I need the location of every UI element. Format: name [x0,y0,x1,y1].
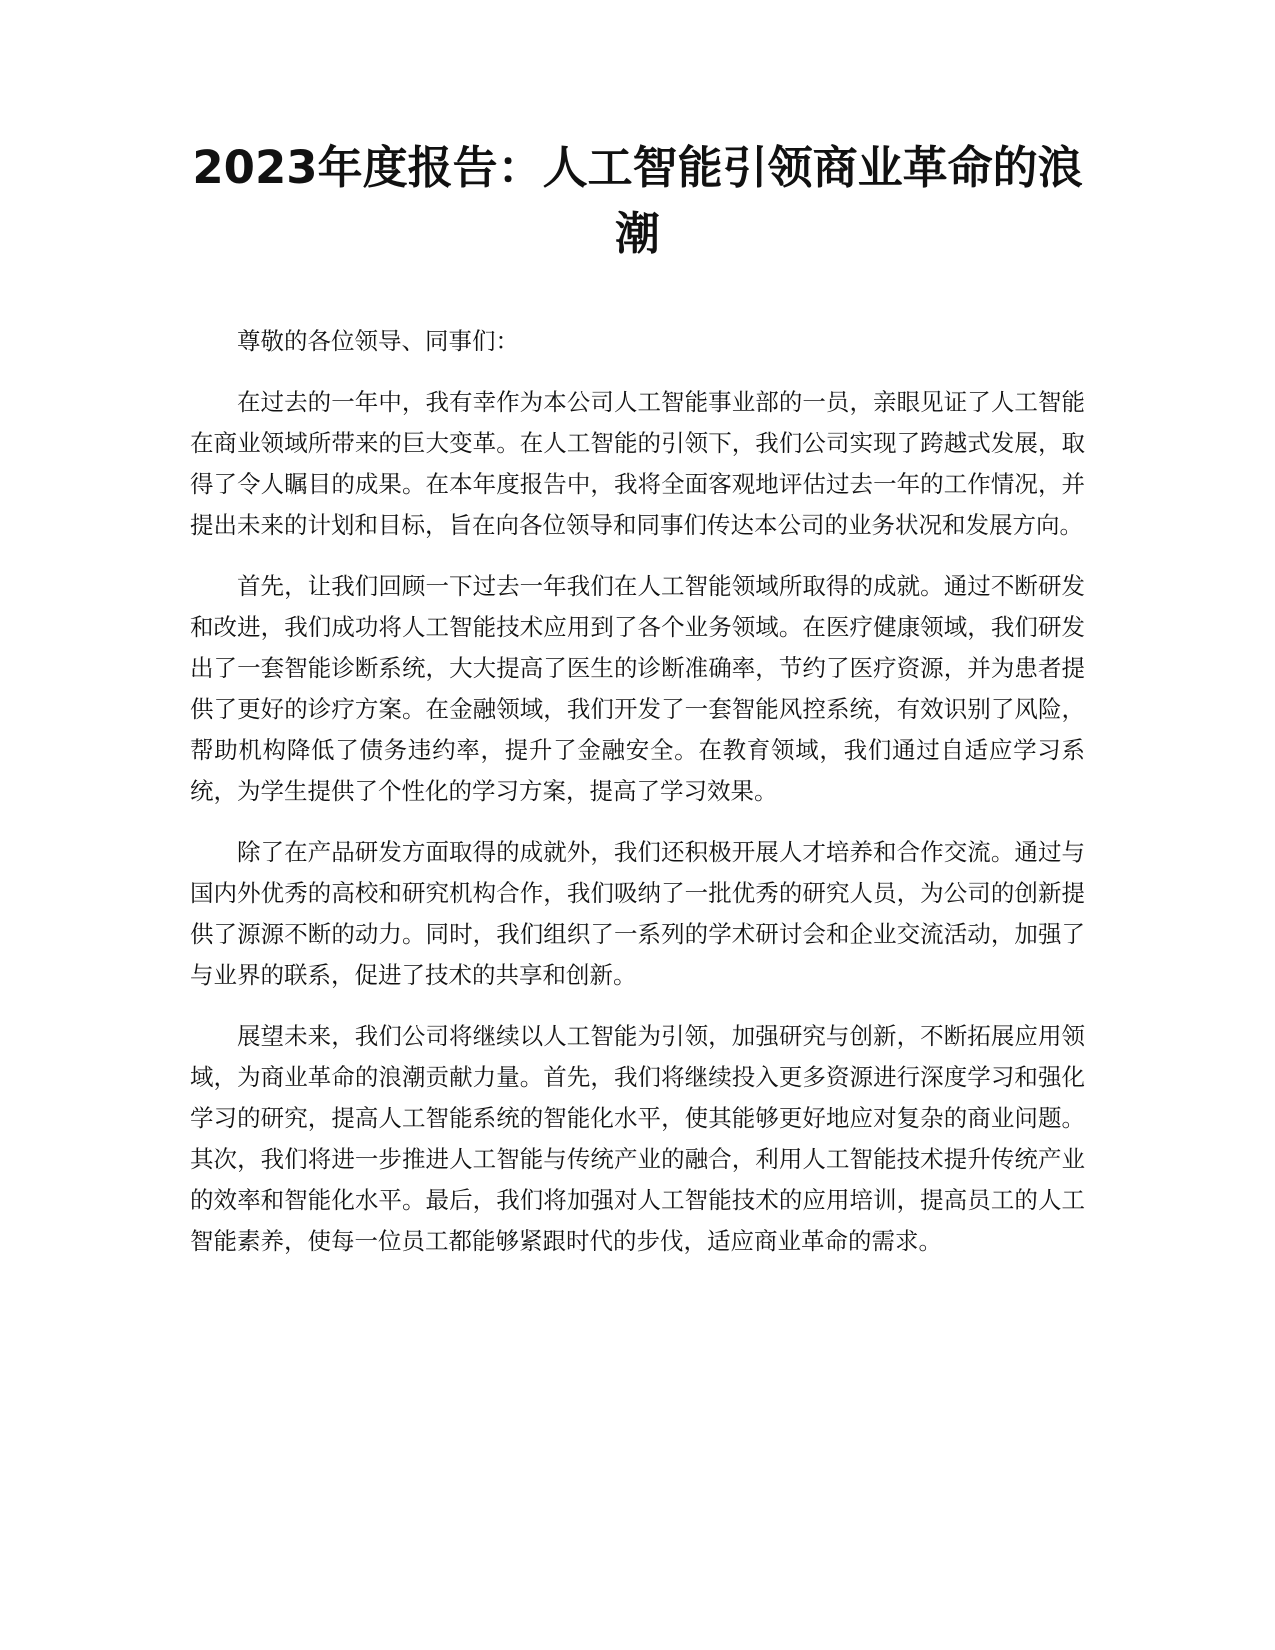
document-title: 2023年度报告：人工智能引领商业革命的浪潮 [192,141,1083,260]
paragraph-achievements: 首先，让我们回顾一下过去一年我们在人工智能领域所取得的成就。通过不断研发和改进，我们成功将人工智能技术应用到了各个业务领域。在医疗健康领域，我们研发出了一套智能诊断系统，大大提高了医生的诊断准确率，节约了医疗资源，并为患者提供了更好的诊疗方案。在金融领域，我们开发了一套智能风控系统，有效识别了风险，帮助机构降低了债务违约率，提升了金融安全。在教育领域，我们通过自适应学习系统，为学生提供了个性化的学习方案，提高了学习效果。 [190,572,1085,805]
document-body [190,321,1085,1282]
paragraph-talent-cooperation: 除了在产品研发方面取得的成就外，我们还积极开展人才培养和合作交流。通过与国内外优秀的高校和研究机构合作，我们吸纳了一批优秀的研究人员，为公司的创新提供了源源不断的动力。同时，我们组织了一系列的学术研讨会和企业交流活动，加强了与业界的联系，促进了技术的共享和创新。 [190,838,1085,989]
paragraph-outlook: 展望未来，我们公司将继续以人工智能为引领，加强研究与创新，不断拓展应用领域，为商业革命的浪潮贡献力量。首先，我们将继续投入更多资源进行深度学习和强化学习的研究，提高人工智能系统的智能化水平，使其能够更好地应对复杂的商业问题。其次，我们将进一步推进人工智能与传统产业的融合，利用人工智能技术提升传统产业的效率和智能化水平。最后，我们将加强对人工智能技术的应用培训，提高员工的人工智能素养，使每一位员工都能够紧跟时代的步伐，适应商业革命的需求。 [190,1022,1085,1255]
paragraph-introduction: 在过去的一年中，我有幸作为本公司人工智能事业部的一员，亲眼见证了人工智能在商业领域所带来的巨大变革。在人工智能的引领下，我们公司实现了跨越式发展，取得了令人瞩目的成果。在本年度报告中，我将全面客观地评估过去一年的工作情况，并提出未来的计划和目标，旨在向各位领导和同事们传达本公司的业务状况和发展方向。 [190,388,1085,539]
paragraph-salutation: 尊敬的各位领导、同事们： [237,327,519,355]
